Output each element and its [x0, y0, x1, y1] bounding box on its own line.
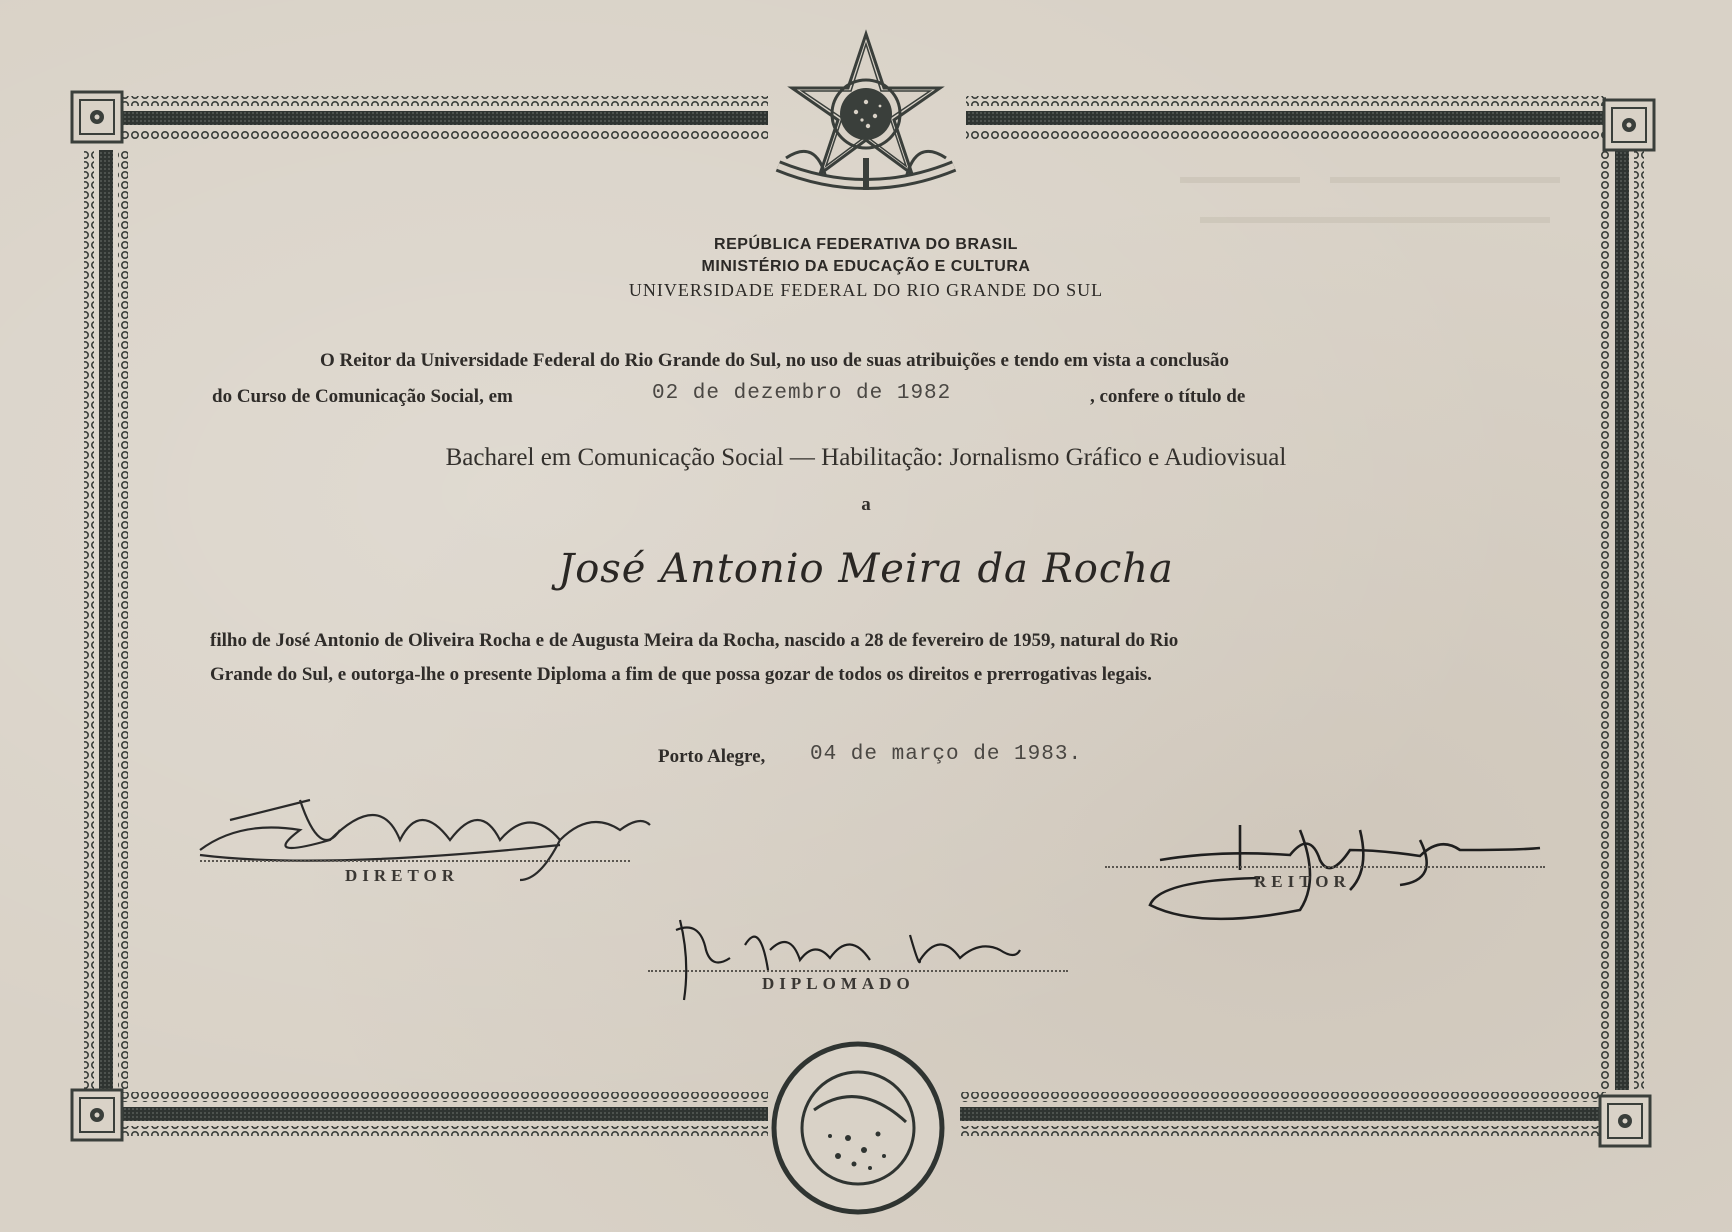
- degree-title: Bacharel em Comunicação Social — Habilitação: Jornalismo Gráfico e Audiovisual: [445, 444, 1287, 471]
- rector-label: REITOR: [1254, 872, 1351, 891]
- top-border-left: [118, 96, 768, 140]
- connector-text: a: [861, 494, 871, 515]
- corner-ornament-bottom-left: [72, 1090, 122, 1140]
- header-ministry: MINISTÉRIO DA EDUCAÇÃO E CULTURA: [701, 258, 1031, 275]
- intro-suffix: , confere o título de: [1090, 386, 1246, 407]
- graduate-signature-line: [648, 970, 1068, 972]
- header-republic: REPÚBLICA FEDERATIVA DO BRASIL: [714, 236, 1018, 253]
- place: Porto Alegre,: [658, 746, 766, 767]
- conclusion-date: 02 de dezembro de 1982: [652, 382, 952, 405]
- bottom-border-left: [118, 1092, 768, 1136]
- details-line-1: filho de José Antonio de Oliveira Rocha e de Augusta Meira da Rocha, nascido a 28 de fevereiro de 1959, natural do Rio: [210, 630, 1179, 651]
- coat-of-arms-emblem: [778, 34, 954, 190]
- top-border-right: [966, 96, 1606, 140]
- intro-prefix: do: [212, 386, 237, 407]
- embossed-seal: [774, 1044, 942, 1212]
- rector-signature-line: [1105, 866, 1545, 868]
- intro-em: , em: [479, 386, 513, 407]
- corner-ornament-top-left: [72, 92, 122, 142]
- bleed-through-texture: [1180, 180, 1560, 220]
- issue-date: 04 de março de 1983.: [810, 743, 1083, 766]
- corner-ornament-top-right: [1604, 100, 1654, 150]
- director-signature-line: [200, 860, 630, 862]
- header-university: UNIVERSIDADE FEDERAL DO RIO GRANDE DO SUL: [628, 280, 1104, 300]
- intro-line-1: O Reitor da Universidade Federal do Rio Grande do Sul, no uso de suas atribuições e tendo em vista a conclusão: [320, 350, 1230, 371]
- director-label: DIRETOR: [345, 866, 460, 885]
- graduate-label: DIPLOMADO: [762, 974, 915, 993]
- details-line-2: Grande do Sul, e outorga-lhe o presente Diploma a fim de que possa gozar de todos os direitos e prerrogativas legais.: [210, 664, 1152, 685]
- intro-line-2: [212, 386, 513, 408]
- course-name: Curso de Comunicação Social: [236, 386, 480, 407]
- corner-ornament-bottom-right: [1600, 1096, 1650, 1146]
- graduate-name: José Antonio Meira da Rocha: [558, 546, 1174, 592]
- bottom-border-right: [960, 1092, 1606, 1136]
